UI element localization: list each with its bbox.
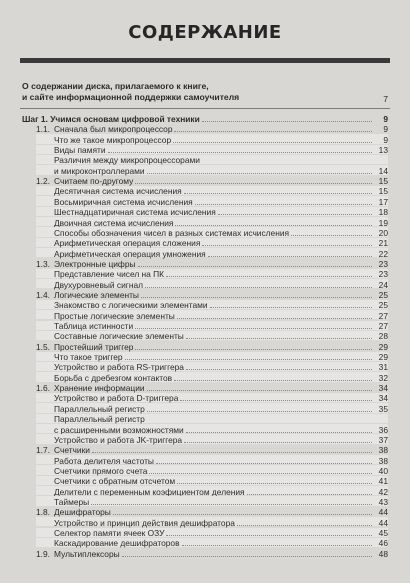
dot-leader (184, 192, 372, 194)
title-rule (20, 58, 390, 63)
page-number: 15 (378, 176, 388, 187)
entry-title: Сначала был микропроцессор (54, 124, 173, 135)
entry-title: Представление чисел на ПК (54, 269, 165, 280)
entry-title: Знакомство с логическими элементами (54, 300, 208, 311)
toc-item-row (54, 166, 388, 176)
toc-chapter-row (22, 114, 388, 124)
intro-entry (22, 81, 382, 102)
dot-leader (147, 410, 372, 412)
dot-leader (135, 327, 372, 329)
dot-leader (247, 493, 372, 495)
page-number: 29 (378, 341, 388, 352)
dot-leader (147, 172, 372, 174)
entry-title: Борьба с дребезгом контактов (54, 372, 173, 383)
page-number: 9 (383, 134, 388, 145)
entry-title: Параллельный регистр (54, 414, 145, 425)
entry-title: Считаем по-другому (54, 176, 134, 187)
toc-item-row (54, 145, 388, 155)
page-number: 19 (378, 217, 388, 228)
toc-item-row (54, 331, 388, 341)
section-number: 1.9. (36, 548, 50, 559)
dot-leader (138, 265, 373, 267)
toc-section-row (36, 549, 388, 559)
dot-leader (208, 255, 372, 257)
page-number: 23 (378, 269, 388, 280)
dot-leader (141, 296, 372, 298)
toc-item-row (54, 487, 388, 497)
dot-leader (291, 234, 372, 236)
section-number: 1.2. (36, 176, 50, 187)
dot-leader (91, 503, 372, 505)
dot-leader (202, 244, 372, 246)
dot-leader (186, 337, 372, 339)
toc-section-row (36, 342, 388, 352)
toc-item-row (54, 135, 388, 145)
dot-leader (174, 379, 372, 381)
dot-leader (175, 224, 372, 226)
dot-leader (180, 399, 372, 401)
toc-item-row (54, 238, 388, 248)
toc-item-row (54, 300, 388, 310)
page-number: 25 (378, 289, 388, 300)
entry-title: Составные логические элементы (54, 331, 184, 342)
entry-title: Дешифраторы (54, 507, 111, 518)
entry-title: Арифметическая операция умножения (54, 248, 206, 259)
dot-leader (145, 286, 372, 288)
toc-item-row (54, 280, 388, 290)
dot-leader (113, 513, 372, 515)
page-number: 25 (378, 300, 388, 311)
intro-line-1: О содержании диска, прилагаемого к книге, (22, 81, 209, 91)
entry-title: Десятичная система исчисления (54, 186, 182, 197)
toc-item-row (54, 425, 388, 435)
dot-leader (174, 130, 372, 132)
section-number: 1.1. (36, 124, 50, 135)
toc-section-row (36, 383, 388, 393)
entry-title: Таблица истинности (54, 321, 134, 331)
toc-item-row (54, 218, 388, 228)
page-number: 21 (378, 238, 388, 249)
page-title: СОДЕРЖАНИЕ (128, 22, 282, 43)
entry-title: Счетчики с обратным отсчетом (54, 476, 176, 487)
page-number: 9 (383, 124, 388, 135)
dot-leader (147, 389, 372, 391)
dot-leader (195, 203, 372, 205)
entry-title: Мультиплексоры (54, 548, 120, 559)
toc-item-row (54, 476, 388, 486)
toc-item-row (54, 528, 388, 538)
page-number: 32 (378, 372, 388, 383)
page-number: 17 (378, 196, 388, 207)
entry-title: Параллельный регистр (54, 403, 145, 414)
page-number: 48 (378, 548, 388, 559)
toc-item-row (54, 404, 388, 414)
toc-item-row (54, 466, 388, 476)
page-number: 15 (378, 186, 388, 197)
page-number: 29 (378, 352, 388, 363)
toc-item-row (54, 362, 388, 372)
entry-title: Устройство и работа D-триггера (54, 393, 179, 404)
toc-item-row (54, 269, 388, 279)
intro-divider (20, 108, 390, 109)
page-number: 28 (378, 331, 388, 342)
dot-leader (186, 431, 372, 433)
intro-line-2: и сайте информационной поддержки самоучителя (22, 91, 240, 102)
toc-item-row (54, 393, 388, 403)
entry-title: Способы обозначения чисел в разных системах исчисления (54, 227, 290, 238)
toc-item-row (54, 373, 388, 383)
entry-title: Двухуровневый сигнал (54, 279, 144, 290)
entry-title: Арифметическая операция сложения (54, 238, 201, 249)
page-number: 24 (378, 279, 388, 290)
dot-leader (182, 544, 372, 546)
page-number: 46 (378, 538, 388, 549)
entry-title: Двоичная система исчисления (54, 217, 174, 228)
toc-item-row (54, 197, 388, 207)
toc-section-row (36, 259, 388, 269)
page-number: 36 (378, 424, 388, 435)
intro-page-number: 7 (383, 94, 388, 104)
toc-item-row (54, 538, 388, 548)
page-number: 45 (378, 528, 388, 538)
toc-item-row (54, 155, 388, 165)
entry-title: Хранение информации (54, 383, 145, 394)
dot-leader (122, 555, 372, 557)
page-number: 40 (378, 465, 388, 476)
toc-item-row (54, 186, 388, 196)
section-number: 1.6. (36, 383, 50, 394)
page-number: 38 (378, 455, 388, 466)
toc-item-row (54, 249, 388, 259)
page-number: 23 (378, 258, 388, 269)
dot-leader (218, 213, 372, 215)
toc-section-row (36, 124, 388, 134)
toc-item-row (54, 456, 388, 466)
page-number: 20 (378, 227, 388, 238)
page-number: 14 (378, 165, 388, 176)
toc-section-row (36, 507, 388, 517)
page-number: 27 (378, 310, 388, 321)
page-number: 22 (378, 248, 388, 259)
toc-item-row (54, 321, 388, 331)
toc-item-row (54, 414, 388, 424)
entry-title: Что такое триггер (54, 352, 123, 363)
page-number: 35 (378, 403, 388, 414)
entry-title: Селектор памяти ячеек ОЗУ (54, 528, 165, 538)
page-number: 34 (378, 393, 388, 404)
dot-leader (135, 182, 372, 184)
section-number: 1.3. (36, 258, 50, 269)
dot-leader (135, 348, 372, 350)
dot-leader (92, 451, 372, 453)
entry-title: Виды памяти (54, 145, 106, 156)
entry-title: Электронные цифры (54, 258, 136, 269)
section-number: 1.7. (36, 445, 50, 456)
toc-item-row (54, 518, 388, 528)
toc-item-row (54, 352, 388, 362)
entry-title: Таймеры (54, 496, 90, 507)
toc-section-row (36, 176, 388, 186)
dot-leader (149, 472, 372, 474)
toc-item-row (54, 435, 388, 445)
page-number: 34 (378, 383, 388, 394)
toc-item-row (54, 228, 388, 238)
toc-item-row (54, 497, 388, 507)
section-number: 1.5. (36, 341, 50, 352)
dot-leader (184, 441, 372, 443)
page-number: 18 (378, 207, 388, 218)
entry-title: Устройство и работа RS-триггера (54, 362, 184, 373)
entry-title: Что же такое микропроцессор (54, 134, 172, 145)
entry-title: Различия между микропроцессорами (54, 155, 200, 166)
entry-title: Счетчики (54, 445, 90, 456)
entry-title: и микроконтроллерами (54, 165, 145, 176)
toc-section-row (36, 445, 388, 455)
section-number: 1.4. (36, 289, 50, 300)
entry-title: Счетчики прямого счета (54, 465, 148, 476)
page-number: 44 (378, 507, 388, 518)
toc-item-row (54, 207, 388, 217)
page-number: 43 (378, 496, 388, 507)
entry-title: с расширенными возможностями (54, 424, 184, 435)
entry-title: Шестнадцатиричная система исчисления (54, 207, 216, 218)
entry-title: Каскадирование дешифраторов (54, 538, 180, 549)
dot-leader (202, 120, 372, 122)
dot-leader (156, 462, 372, 464)
page-number: 42 (378, 486, 388, 497)
section-number: 1.8. (36, 507, 50, 518)
page-number: 38 (378, 445, 388, 456)
dot-leader (125, 358, 372, 360)
dot-leader (108, 151, 373, 153)
page-number: 27 (378, 321, 388, 331)
entry-title: Восьмиричная система исчисления (54, 196, 193, 207)
page-number: 9 (383, 114, 388, 124)
entry-title: Устройство и работа JK-триггера (54, 434, 183, 445)
dot-leader (186, 368, 372, 370)
entry-title: Логические элементы (54, 289, 139, 300)
toc-item-row (54, 311, 388, 321)
page-number: 31 (378, 362, 388, 373)
entry-title: Шаг 1. Учимся основам цифровой техники (22, 114, 200, 124)
dot-leader (177, 317, 372, 319)
entry-title: Устройство и принцип действия дешифратора (54, 517, 235, 528)
toc-section-row (36, 290, 388, 300)
entry-title: Простые логические элементы (54, 310, 175, 321)
entry-title: Делители с переменным коэфициентом деления (54, 486, 245, 497)
page-number: 37 (378, 434, 388, 445)
page-number: 44 (378, 517, 388, 528)
dot-leader (166, 275, 372, 277)
entry-title: Простейший триггер (54, 341, 134, 352)
dot-leader (166, 534, 372, 536)
dot-leader (177, 482, 372, 484)
dot-leader (173, 141, 372, 143)
page-number: 41 (378, 476, 388, 487)
dot-leader (210, 306, 372, 308)
entry-title: Работа делителя частоты (54, 455, 154, 466)
dot-leader (237, 524, 372, 526)
page-number: 13 (378, 145, 388, 156)
